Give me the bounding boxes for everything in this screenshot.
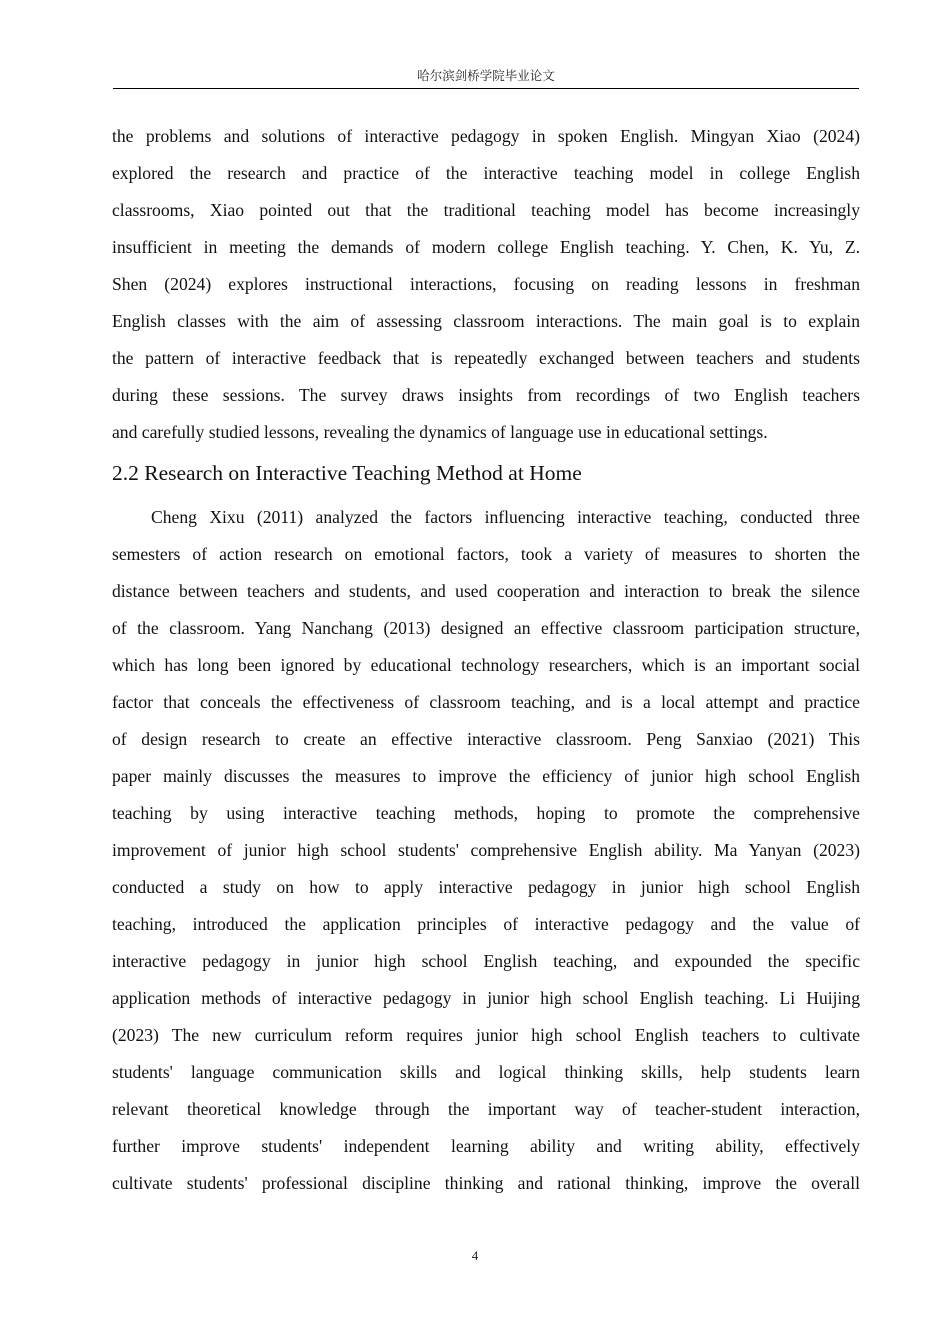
text-line: paper mainly discusses the measures to improve the efficiency of junior high school English [112,766,860,786]
text-line: and carefully studied lessons, revealing the dynamics of language use in educational settings. [112,422,768,442]
text-line: (2023) The new curriculum reform requires junior high school English teachers to cultivate [112,1025,860,1045]
text-line: during these sessions. The survey draws insights from recordings of two English teachers [112,385,860,405]
text-line: application methods of interactive pedagogy in junior high school English teaching. Li Huijing [112,988,860,1008]
paragraph-continued [112,118,860,451]
document-body [112,118,860,1202]
text-line: relevant theoretical knowledge through the important way of teacher-student interaction, [112,1099,860,1119]
section-heading: 2.2 Research on Interactive Teaching Method at Home [112,461,582,485]
text-line: conducted a study on how to apply interactive pedagogy in junior high school English [112,877,860,897]
text-line: further improve students' independent learning ability and writing ability, effectively [112,1136,860,1156]
text-line: interactive pedagogy in junior high school English teaching, and expounded the specific [112,951,860,971]
text-line: improvement of junior high school students' comprehensive English ability. Ma Yanyan (2023) [112,840,860,860]
text-line: cultivate students' professional discipline thinking and rational thinking, improve the overall [112,1173,860,1193]
page-number: 4 [471,1248,479,1263]
text-line: classrooms, Xiao pointed out that the traditional teaching model has become increasingly [112,200,860,220]
text-line: semesters of action research on emotional factors, took a variety of measures to shorten the [112,544,860,564]
text-line: English classes with the aim of assessing classroom interactions. The main goal is to explain [112,311,860,331]
text-line: insufficient in meeting the demands of modern college English teaching. Y. Chen, K. Yu, Z. [112,237,860,257]
text-line: Shen (2024) explores instructional interactions, focusing on reading lessons in freshman [112,274,860,294]
header-title: 哈尔滨剑桥学院毕业论文 [417,68,555,83]
text-line: Cheng Xixu (2011) analyzed the factors influencing interactive teaching, conducted three [151,507,860,527]
text-line: the problems and solutions of interactive pedagogy in spoken English. Mingyan Xiao (2024) [112,126,860,146]
text-line: the pattern of interactive feedback that is repeatedly exchanged between teachers and students [112,348,860,368]
text-line: students' language communication skills and logical thinking skills, help students learn [112,1062,860,1082]
text-line: explored the research and practice of the interactive teaching model in college English [112,163,860,183]
text-line: factor that conceals the effectiveness of classroom teaching, and is a local attempt and practice [112,692,860,712]
text-line: distance between teachers and students, and used cooperation and interaction to break the silence [112,581,860,601]
paragraph-research-at-home [112,499,860,1202]
text-line: teaching, introduced the application principles of interactive pedagogy and the value of [112,914,860,934]
page-header [113,66,859,89]
text-line: of the classroom. Yang Nanchang (2013) designed an effective classroom participation structure, [112,618,860,638]
text-line: of design research to create an effective interactive classroom. Peng Sanxiao (2021) This [112,729,860,749]
text-line: teaching by using interactive teaching methods, hoping to promote the comprehensive [112,803,860,823]
text-line: which has long been ignored by educational technology researchers, which is an important social [112,655,860,675]
